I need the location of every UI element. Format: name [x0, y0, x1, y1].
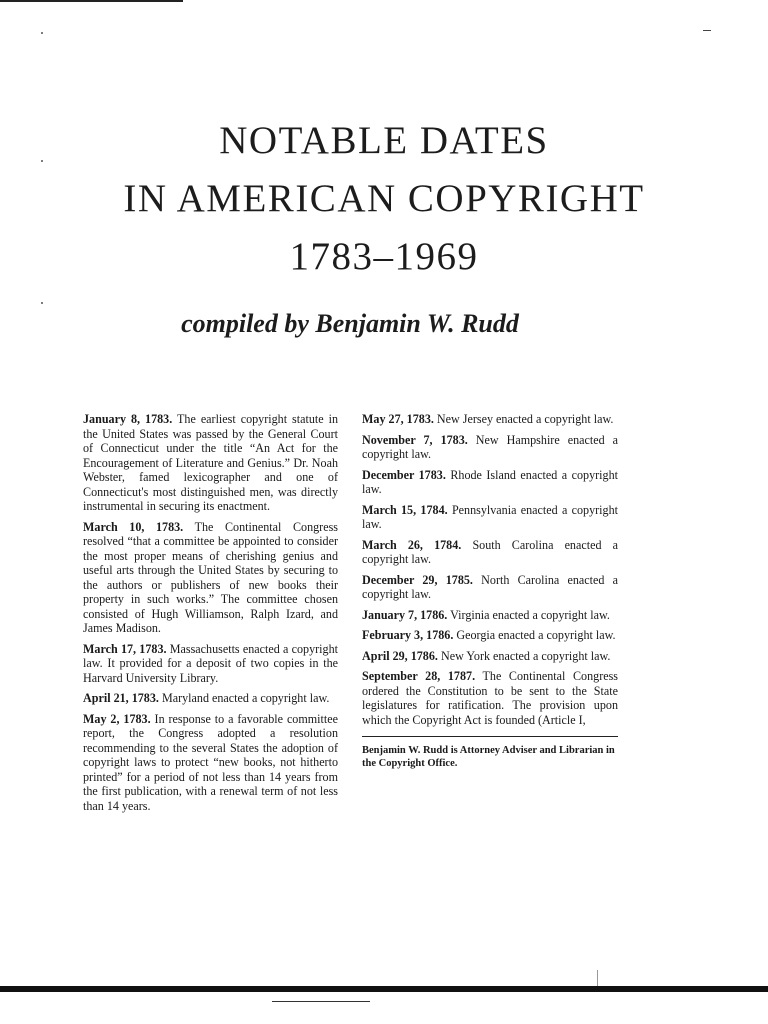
entry-date: December 1783.	[362, 467, 446, 482]
entry	[362, 628, 618, 643]
entry-text: Virginia enacted a copyright law.	[450, 607, 610, 622]
entry	[362, 412, 618, 427]
page-title-line-1: NOTABLE DATES	[219, 119, 549, 162]
entry-text: North Carolina enacted a copyright law.	[362, 572, 618, 601]
page-title-line-2: IN AMERICAN COPYRIGHT	[123, 177, 645, 220]
entry-date: January 8, 1783.	[83, 412, 173, 426]
entry	[362, 669, 618, 727]
scan-speck	[41, 32, 43, 34]
entry-date: May 2, 1783.	[83, 711, 151, 726]
left-column	[83, 412, 338, 819]
entry	[362, 503, 618, 532]
entry	[83, 642, 338, 686]
entry-date: March 15, 1784.	[362, 502, 448, 517]
entry-text: South Carolina enacted a copyright law.	[362, 537, 618, 566]
byline: compiled by Benjamin W. Rudd	[181, 309, 519, 338]
entry	[362, 468, 618, 497]
scan-speck	[41, 302, 43, 304]
entry-date: September 28, 1787.	[362, 669, 476, 683]
entry-date: November 7, 1783.	[362, 432, 468, 447]
footnote: Benjamin W. Rudd is Attorney Adviser and Librarian in the Copyright Office.	[362, 745, 615, 769]
entry-text: New Jersey enacted a copyright law.	[436, 412, 614, 426]
entry	[83, 712, 338, 814]
entry	[83, 691, 338, 706]
page-title-line-3: 1783–1969	[289, 235, 479, 278]
entry-text: Maryland enacted a copyright law.	[161, 691, 330, 705]
entry-date: April 29, 1786.	[362, 648, 438, 663]
entry-text: Pennsylvania enacted a copyright law.	[362, 502, 618, 531]
right-column	[362, 412, 618, 770]
corner-mark	[703, 30, 711, 31]
entry	[362, 649, 618, 664]
entry	[362, 608, 618, 623]
entry	[362, 433, 618, 462]
entry-date: March 17, 1783.	[83, 641, 167, 656]
entry	[83, 520, 338, 636]
entry-date: March 26, 1784.	[362, 537, 462, 552]
entry	[362, 538, 618, 567]
entry-text: The earliest copyright statute in the United States was passed by the General Court of Connecticut under the title “An Act for the Encouragement of Literature and Genius.” Dr. Noah Webster, famed lexicographer and one of Connecticut's most distinguished men, was directly instrumental in securing its enactment.	[83, 412, 338, 513]
entry	[362, 573, 618, 602]
footnote-divider	[362, 736, 618, 737]
entry-date: February 3, 1786.	[362, 628, 454, 642]
entry-text: Massachusetts enacted a copyright law. It provided for a deposit of two copies in the Harvard University Library.	[83, 641, 338, 685]
entry-date: January 7, 1786.	[362, 607, 448, 622]
top-rule	[0, 0, 183, 2]
entry	[83, 412, 338, 514]
entry-text: New Hampshire enacted a copyright law.	[362, 432, 618, 461]
entry-text: In response to a favorable committee report, the Congress adopted a resolution recommending to the several States the adoption of copyright laws to protect “new books, not hitherto printed” for a period of not less than 14 years from the first publication, with a renewal term of not less than 14 years.	[83, 711, 338, 813]
entry-text: New York enacted a copyright law.	[440, 648, 611, 663]
scan-speck	[41, 160, 43, 162]
entry-text: Georgia enacted a copyright law.	[456, 628, 616, 642]
scan-mark	[597, 970, 598, 986]
entry-text: The Continental Congress ordered the Constitution to be sent to the State legislatures for ratification. The provision upon which the Copyright Act is founded (Article I,	[362, 669, 618, 727]
bottom-rule	[272, 1001, 370, 1002]
bottom-bar	[0, 986, 768, 992]
entry-text: Rhode Island enacted a copyright law.	[362, 467, 618, 496]
entry-date: March 10, 1783.	[83, 519, 184, 534]
entry-date: December 29, 1785.	[362, 572, 473, 587]
entry-date: April 21, 1783.	[83, 691, 159, 705]
entry-text: The Continental Congress resolved “that a committee be appointed to consider the most proper means of cherishing genius and useful arts through the United States by securing to the authors or publishers of new books their property in such works.” The committee chosen consisted of Hugh Williamson, Ralph Izard, and James Madison.	[83, 519, 338, 635]
entry-date: May 27, 1783.	[362, 412, 434, 426]
